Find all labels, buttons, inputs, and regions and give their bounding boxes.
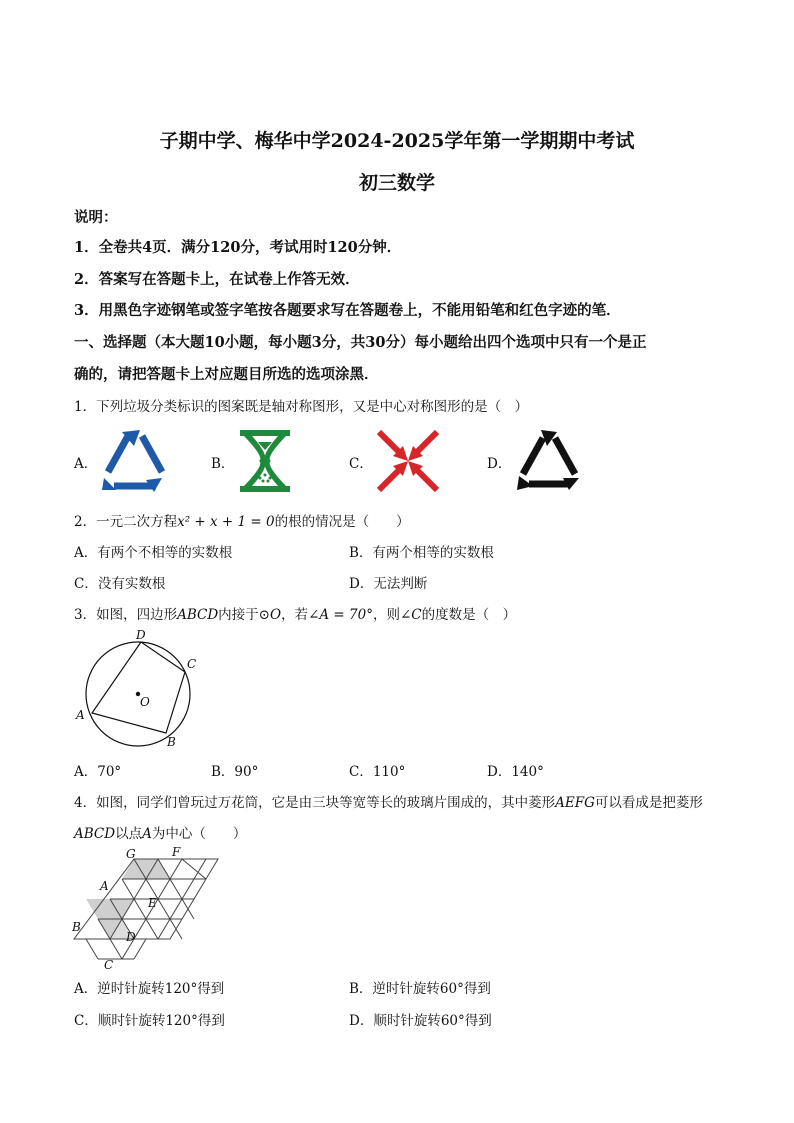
section-heading-cont: 确的，请把答题卡上对应题目所选的选项涂黑． [74, 366, 379, 383]
q3-text: 3．如图，四边形 [74, 607, 178, 623]
q3-text: ，若 [281, 607, 309, 623]
label-f: F [172, 845, 181, 859]
q3-angle-a: ∠A = 70° [308, 607, 373, 623]
label-b: B [72, 920, 81, 934]
label-g: G [126, 847, 136, 861]
question-2-stem [74, 510, 410, 530]
label-a: A [76, 708, 85, 722]
label-o: O [140, 695, 150, 709]
label-a: A [100, 879, 109, 893]
q2-option-c: C．没有实数根 [74, 576, 166, 592]
note-item: 2．答案写在答题卡上，在试卷上作答无效． [74, 271, 360, 288]
notes-label: 说明： [74, 209, 118, 226]
q1-option-a-label: A． [74, 456, 98, 472]
q4-text: 可以看成是把菱形 [594, 795, 703, 811]
q2-equation: x² + x + 1 = 0 [177, 514, 275, 530]
q2-stem-post: 的根的情况是（ ） [274, 514, 410, 530]
question-3-stem [74, 603, 516, 623]
recycle-triangle-black-icon [515, 428, 583, 492]
q2-option-d: D．无法判断 [349, 576, 428, 592]
label-e: E [148, 896, 157, 910]
circle-quadrilateral-figure [74, 630, 204, 752]
q4-point-a: A [142, 826, 152, 842]
question-1-stem: 1．下列垃圾分类标识的图案既是轴对称图形，又是中心对称图形的是（ ） [74, 399, 529, 415]
recycle-triangle-blue-icon [100, 428, 170, 494]
q4-text: 4．如图，同学们曾玩过万花筒，它是由三块等宽等长的玻璃片围成的，其中菱形 [74, 795, 556, 811]
hourglass-green-icon [238, 428, 292, 494]
q4-text: 以点 [115, 826, 143, 842]
q3-angle-c: ∠C [399, 607, 422, 623]
q3-circle: ⊙O [258, 607, 282, 623]
q3-option-d: D．140° [487, 764, 544, 780]
label-d: D [136, 628, 146, 642]
label-b: B [167, 735, 176, 749]
q3-text: 内接于 [218, 607, 259, 623]
q1-option-d-label: D． [487, 456, 512, 472]
q4-option-a: A．逆时针旋转120°得到 [74, 981, 225, 997]
q3-text: 的度数是（ ） [421, 607, 517, 623]
section-heading: 一、选择题（本大题10小题，每小题3分，共30分）每小题给出四个选项中只有一个是正 [74, 334, 647, 351]
q3-option-b: B．90° [211, 764, 259, 780]
note-item: 1．全卷共4页．满分120分，考试用时120分钟． [74, 239, 402, 256]
exam-title: 子期中学、梅华中学2024-2025学年第一学期期中考试 [159, 130, 635, 152]
q3-quad: ABCD [177, 607, 219, 623]
q2-stem-pre: 2．一元二次方程 [74, 514, 178, 530]
label-c: C [187, 657, 197, 671]
q3-text: ，则 [372, 607, 400, 623]
q1-option-b-label: B． [211, 456, 235, 472]
q2-option-a: A．有两个不相等的实数根 [74, 545, 233, 561]
note-item: 3．用黑色字迹钢笔或签字笔按各题要求写在答题卷上，不能用铅笔和红色字迹的笔． [74, 302, 621, 319]
q3-option-c: C．110° [349, 764, 406, 780]
q4-rhombus-abcd: ABCD [74, 826, 116, 842]
q4-option-d: D．顺时针旋转60°得到 [349, 1013, 492, 1029]
q2-option-b: B．有两个相等的实数根 [349, 545, 494, 561]
q4-option-b: B．逆时针旋转60°得到 [349, 981, 491, 997]
q4-rhombus-aefg: AEFG [555, 795, 595, 811]
q4-text: 为中心（ ） [151, 826, 247, 842]
kaleidoscope-rhombus-figure [72, 845, 228, 970]
q1-option-c-label: C． [349, 456, 373, 472]
q3-option-a: A．70° [74, 764, 122, 780]
question-4-stem-line1 [74, 791, 703, 811]
label-c: C [104, 958, 114, 972]
label-d: D [126, 930, 136, 944]
inward-arrows-red-icon [377, 430, 439, 492]
question-4-stem-line2 [74, 822, 246, 842]
exam-subtitle: 初三数学 [358, 172, 435, 194]
q4-option-c: C．顺时针旋转120°得到 [74, 1013, 225, 1029]
